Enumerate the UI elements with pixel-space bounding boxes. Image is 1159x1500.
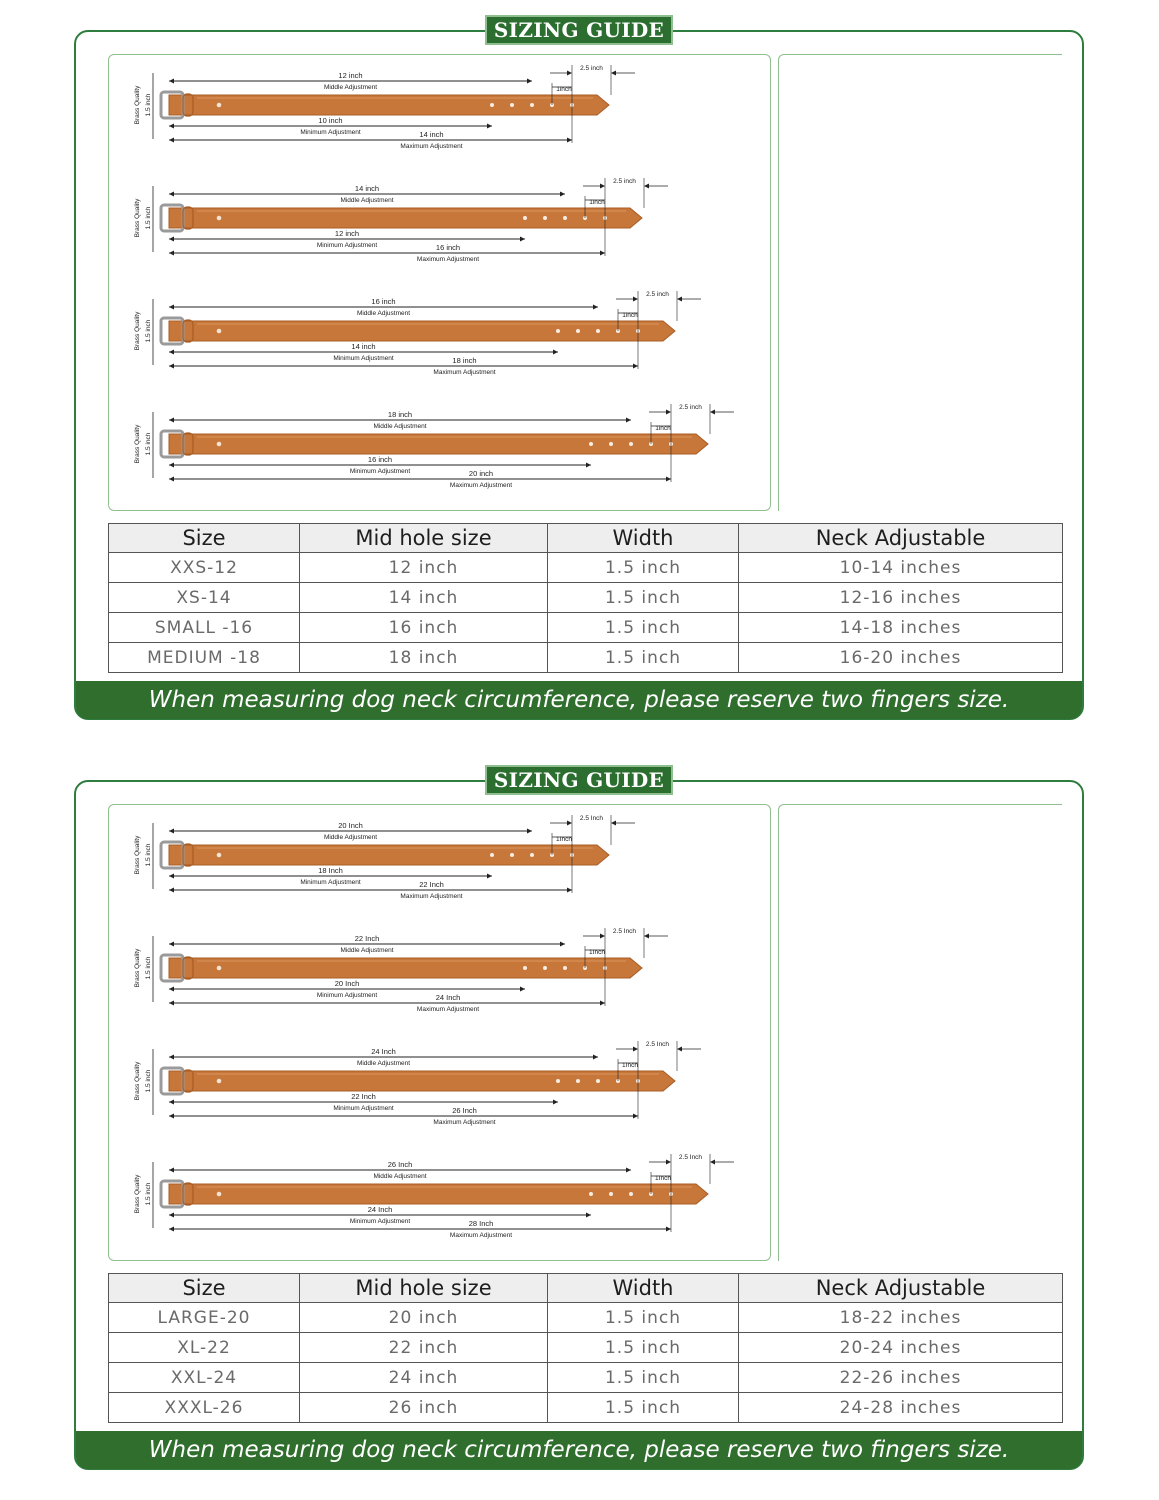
collar-hole (629, 442, 633, 446)
hole-spacing-label: 1Inch (622, 1062, 638, 1069)
hole-spacing-label: 1Inch (556, 836, 572, 843)
collar-hole (609, 442, 613, 446)
table-row (109, 613, 1063, 643)
table-row (109, 1333, 1063, 1363)
middle-adjustment-line-arrow-end (593, 305, 598, 310)
size-table (108, 1273, 1063, 1423)
width-label: 1.5 inch (145, 206, 152, 230)
maximum-adjustment-line-arrow-start (169, 251, 174, 256)
middle-adjustment-line-arrow-start (169, 305, 174, 310)
table-header-row (109, 524, 1063, 553)
maximum-adjustment-line-arrow-start (169, 1001, 174, 1006)
minimum-adjustment-line-arrow-end (520, 987, 525, 992)
maximum-adjustment-line-arrow-end (666, 1227, 671, 1232)
width-label: 1.5 inch (145, 432, 152, 456)
collar-hole (510, 853, 514, 857)
sizing-panel-1 (74, 18, 1084, 720)
buckle-label: Brass Quality (134, 198, 141, 238)
collar-diagrams (109, 55, 772, 512)
minimum-adjustment-line-arrow-start (169, 237, 174, 242)
maximum-length-label: 26 Inch (452, 1106, 477, 1115)
size-cell: XS-14 (109, 583, 300, 613)
minimum-length-label: 12 inch (334, 229, 360, 238)
middle-length-label: 22 Inch (354, 934, 380, 943)
minimum-adjustment-label: Minimum Adjustment (333, 1105, 394, 1112)
tip-length-label: 2.5 Inch (678, 1154, 703, 1161)
minimum-adjustment-label: Minimum Adjustment (333, 355, 394, 362)
middle-adjustment-line-arrow-start (169, 418, 174, 423)
minimum-adjustment-line-arrow-start (169, 1100, 174, 1105)
middle-adjustment-line-arrow-start (169, 829, 174, 834)
maximum-adjustment-line-arrow-end (567, 138, 572, 143)
middle-adjustment-line-arrow-end (560, 942, 565, 947)
sizing-panel-2 (74, 768, 1084, 1470)
tip-length-label: 2.5 inch (679, 404, 702, 411)
minimum-length-label: 14 inch (351, 342, 376, 351)
tip-arrowhead-right (677, 1047, 682, 1052)
collar-hole (609, 1192, 613, 1196)
collar-diagram-area (108, 54, 771, 511)
minimum-length-label: 18 Inch (318, 866, 343, 875)
maximum-adjustment-label: Maximum Adjustment (433, 1119, 496, 1126)
middle-adjustment-line-arrow-end (527, 829, 532, 834)
width-cell: 1.5 inch (548, 1393, 739, 1423)
middle-length-label: 14 inch (354, 184, 380, 193)
middle-adjustment-line-arrow-start (169, 1168, 174, 1173)
buckle-label: Brass Quality (134, 85, 141, 125)
tip-arrowhead-left (600, 184, 605, 189)
side-frame (778, 54, 1062, 511)
tip-arrowhead-right (710, 410, 715, 415)
buckle-label: Brass Quality (134, 424, 141, 464)
hole-spacing-label: 1inch (655, 425, 671, 432)
neck-cell: 10-14 inches (739, 553, 1063, 583)
side-frame (778, 804, 1062, 1261)
maximum-adjustment-line-arrow-end (600, 251, 605, 256)
mid-hole-cell: 18 inch (300, 643, 548, 673)
maximum-adjustment-label: Maximum Adjustment (400, 143, 463, 150)
middle-length-label: 26 Inch (387, 1160, 413, 1169)
size-cell: XXXL-26 (109, 1393, 300, 1423)
neck-cell: 24-28 inches (739, 1393, 1063, 1423)
rivet (217, 966, 222, 971)
tip-arrowhead-right (644, 934, 649, 939)
middle-adjustment-line-arrow-start (169, 192, 174, 197)
hole-spacing-label: 1Inch (655, 1175, 671, 1182)
minimum-adjustment-label: Minimum Adjustment (300, 129, 361, 136)
maximum-adjustment-label: Maximum Adjustment (416, 1006, 480, 1013)
maximum-adjustment-line-arrow-end (633, 364, 638, 369)
middle-length-label: 12 inch (338, 71, 363, 80)
middle-adjustment-label: Middle Adjustment (373, 423, 427, 430)
maximum-length-label: 16 inch (435, 243, 461, 252)
width-label: 1.5 inch (145, 1182, 152, 1206)
tip-arrowhead-left (666, 410, 671, 415)
collar-hole (589, 442, 593, 446)
neck-cell: 12-16 inches (739, 583, 1063, 613)
tip-length-label: 2.5 inch (580, 65, 603, 72)
collar-hole (596, 329, 600, 333)
width-label: 1.5 inch (145, 93, 152, 117)
collar-hole (556, 1079, 560, 1083)
maximum-adjustment-line-arrow-end (633, 1114, 638, 1119)
header-neck-adjustable: Neck Adjustable (739, 1274, 1063, 1303)
width-label: 1.5 inch (145, 1069, 152, 1093)
width-cell: 1.5 inch (548, 553, 739, 583)
maximum-adjustment-line-arrow-start (169, 364, 174, 369)
maximum-adjustment-line-arrow-end (567, 888, 572, 893)
neck-cell: 18-22 inches (739, 1303, 1063, 1333)
width-cell: 1.5 inch (548, 1303, 739, 1333)
collar-hole (510, 103, 514, 107)
width-label: 1.5 inch (145, 843, 152, 867)
sizing-guide-title: SIZING GUIDE (485, 765, 673, 795)
collar-hole (589, 1192, 593, 1196)
minimum-adjustment-label: Minimum Adjustment (349, 468, 411, 475)
collar-hole (563, 216, 567, 220)
header-mid-hole-size: Mid hole size (300, 524, 548, 553)
minimum-length-label: 16 inch (367, 455, 393, 464)
tip-arrowhead-left (567, 821, 572, 826)
buckle-label: Brass Quality (134, 311, 141, 351)
neck-cell: 20-24 inches (739, 1333, 1063, 1363)
width-label: 1.5 inch (145, 956, 152, 980)
tip-length-label: 2.5 Inch (579, 815, 604, 822)
table-row (109, 643, 1063, 673)
minimum-adjustment-line-arrow-end (520, 237, 525, 242)
collar-hole (490, 853, 494, 857)
maximum-adjustment-label: Maximum Adjustment (449, 1232, 513, 1239)
minimum-adjustment-label: Minimum Adjustment (349, 1218, 411, 1225)
width-cell: 1.5 inch (548, 1333, 739, 1363)
collar-hole (523, 216, 527, 220)
tip-length-label: 2.5 inch (646, 291, 669, 298)
middle-adjustment-label: Middle Adjustment (356, 310, 411, 317)
rivet (217, 1079, 222, 1084)
header-width: Width (548, 524, 739, 553)
middle-adjustment-line-arrow-end (593, 1055, 598, 1060)
tip-arrowhead-right (677, 297, 682, 302)
rivet (217, 442, 222, 447)
collar-hole (629, 1192, 633, 1196)
table-row (109, 553, 1063, 583)
minimum-length-label: 20 Inch (334, 979, 360, 988)
minimum-adjustment-line-arrow-end (553, 1100, 558, 1105)
header-size: Size (109, 1274, 300, 1303)
tip-length-label: 2.5 Inch (612, 928, 637, 935)
collar-hole (530, 853, 534, 857)
middle-adjustment-label: Middle Adjustment (323, 834, 378, 841)
mid-hole-cell: 14 inch (300, 583, 548, 613)
maximum-adjustment-line-arrow-end (600, 1001, 605, 1006)
collar-diagram-area (108, 804, 771, 1261)
minimum-adjustment-line-arrow-start (169, 874, 174, 879)
collar-diagrams (109, 805, 772, 1262)
middle-adjustment-line-arrow-start (169, 79, 174, 84)
minimum-adjustment-line-arrow-end (586, 1213, 591, 1218)
minimum-adjustment-line-arrow-end (553, 350, 558, 355)
minimum-adjustment-line-arrow-start (169, 463, 174, 468)
maximum-adjustment-label: Maximum Adjustment (449, 482, 513, 489)
maximum-length-label: 18 inch (452, 356, 477, 365)
width-cell: 1.5 inch (548, 583, 739, 613)
tip-arrowhead-right (611, 71, 616, 76)
minimum-adjustment-line-arrow-start (169, 987, 174, 992)
minimum-adjustment-line-arrow-start (169, 124, 174, 129)
table-row (109, 1393, 1063, 1423)
maximum-adjustment-line-arrow-end (666, 477, 671, 482)
tip-arrowhead-right (644, 184, 649, 189)
neck-cell: 14-18 inches (739, 613, 1063, 643)
buckle-label: Brass Quality (134, 1174, 141, 1214)
neck-cell: 16-20 inches (739, 643, 1063, 673)
rivet (217, 853, 222, 858)
size-cell: XL-22 (109, 1333, 300, 1363)
collar-hole (490, 103, 494, 107)
header-width: Width (548, 1274, 739, 1303)
middle-adjustment-line-arrow-end (626, 1168, 631, 1173)
rivet (217, 103, 222, 108)
mid-hole-cell: 24 inch (300, 1363, 548, 1393)
maximum-adjustment-label: Maximum Adjustment (416, 256, 480, 263)
maximum-adjustment-line-arrow-start (169, 1227, 174, 1232)
measuring-note: When measuring dog neck circumference, please reserve two fingers size. (76, 1431, 1082, 1469)
header-mid-hole-size: Mid hole size (300, 1274, 548, 1303)
minimum-adjustment-line-arrow-end (586, 463, 591, 468)
tip-arrowhead-left (633, 1047, 638, 1052)
tip-arrowhead-left (633, 297, 638, 302)
middle-adjustment-line-arrow-start (169, 1055, 174, 1060)
buckle-label: Brass Quality (134, 1061, 141, 1101)
hole-spacing-label: 1inch (589, 199, 605, 206)
hole-spacing-label: 1inch (556, 86, 572, 93)
maximum-adjustment-line-arrow-start (169, 138, 174, 143)
minimum-adjustment-line-arrow-start (169, 1213, 174, 1218)
tip-length-label: 2.5 inch (613, 178, 636, 185)
minimum-adjustment-line-arrow-end (487, 124, 492, 129)
buckle-label: Brass Quality (134, 835, 141, 875)
mid-hole-cell: 26 inch (300, 1393, 548, 1423)
middle-adjustment-line-arrow-start (169, 942, 174, 947)
collar-hole (523, 966, 527, 970)
width-label: 1.5 inch (145, 319, 152, 343)
middle-adjustment-line-arrow-end (626, 418, 631, 423)
hole-spacing-label: 1inch (622, 312, 638, 319)
rivet (217, 216, 222, 221)
collar-hole (543, 216, 547, 220)
table-row (109, 1303, 1063, 1333)
middle-adjustment-label: Middle Adjustment (340, 197, 394, 204)
maximum-length-label: 20 inch (468, 469, 494, 478)
collar-hole (530, 103, 534, 107)
middle-adjustment-label: Middle Adjustment (356, 1060, 411, 1067)
middle-adjustment-label: Middle Adjustment (323, 84, 378, 91)
maximum-length-label: 24 Inch (435, 993, 461, 1002)
minimum-adjustment-label: Minimum Adjustment (300, 879, 361, 886)
minimum-length-label: 24 Inch (367, 1205, 393, 1214)
width-cell: 1.5 inch (548, 643, 739, 673)
table-row (109, 583, 1063, 613)
collar-hole (563, 966, 567, 970)
tip-arrowhead-right (710, 1160, 715, 1165)
size-table (108, 523, 1063, 673)
maximum-adjustment-line-arrow-start (169, 477, 174, 482)
minimum-adjustment-label: Minimum Adjustment (316, 242, 378, 249)
rivet (217, 329, 222, 334)
collar-hole (576, 1079, 580, 1083)
minimum-adjustment-label: Minimum Adjustment (316, 992, 378, 999)
mid-hole-cell: 16 inch (300, 613, 548, 643)
size-cell: SMALL -16 (109, 613, 300, 643)
hole-spacing-label: 1Inch (589, 949, 605, 956)
tip-arrowhead-right (611, 821, 616, 826)
size-cell: XXS-12 (109, 553, 300, 583)
middle-length-label: 24 Inch (371, 1047, 396, 1056)
minimum-adjustment-line-arrow-start (169, 350, 174, 355)
header-neck-adjustable: Neck Adjustable (739, 524, 1063, 553)
table-row (109, 1363, 1063, 1393)
middle-adjustment-label: Middle Adjustment (340, 947, 394, 954)
tip-arrowhead-left (567, 71, 572, 76)
size-cell: LARGE-20 (109, 1303, 300, 1333)
table-header-row (109, 1274, 1063, 1303)
buckle-label: Brass Quality (134, 948, 141, 988)
maximum-adjustment-line-arrow-start (169, 1114, 174, 1119)
middle-length-label: 16 inch (371, 297, 396, 306)
collar-hole (596, 1079, 600, 1083)
middle-adjustment-line-arrow-end (560, 192, 565, 197)
mid-hole-cell: 20 inch (300, 1303, 548, 1333)
mid-hole-cell: 22 inch (300, 1333, 548, 1363)
middle-length-label: 20 Inch (338, 821, 363, 830)
middle-adjustment-line-arrow-end (527, 79, 532, 84)
maximum-adjustment-label: Maximum Adjustment (400, 893, 463, 900)
size-cell: MEDIUM -18 (109, 643, 300, 673)
measuring-note: When measuring dog neck circumference, please reserve two fingers size. (76, 681, 1082, 719)
minimum-adjustment-line-arrow-end (487, 874, 492, 879)
maximum-length-label: 28 Inch (468, 1219, 494, 1228)
sizing-guide-title: SIZING GUIDE (485, 15, 673, 45)
tip-length-label: 2.5 Inch (645, 1041, 670, 1048)
maximum-length-label: 22 Inch (419, 880, 444, 889)
width-cell: 1.5 inch (548, 1363, 739, 1393)
tip-arrowhead-left (666, 1160, 671, 1165)
size-cell: XXL-24 (109, 1363, 300, 1393)
collar-hole (556, 329, 560, 333)
tip-arrowhead-left (600, 934, 605, 939)
rivet (217, 1192, 222, 1197)
minimum-length-label: 10 inch (318, 116, 343, 125)
collar-hole (543, 966, 547, 970)
neck-cell: 22-26 inches (739, 1363, 1063, 1393)
width-cell: 1.5 inch (548, 613, 739, 643)
middle-length-label: 18 inch (387, 410, 413, 419)
collar-hole (576, 329, 580, 333)
middle-adjustment-label: Middle Adjustment (373, 1173, 427, 1180)
header-size: Size (109, 524, 300, 553)
maximum-length-label: 14 inch (419, 130, 444, 139)
maximum-adjustment-label: Maximum Adjustment (433, 369, 496, 376)
minimum-length-label: 22 Inch (351, 1092, 376, 1101)
mid-hole-cell: 12 inch (300, 553, 548, 583)
maximum-adjustment-line-arrow-start (169, 888, 174, 893)
